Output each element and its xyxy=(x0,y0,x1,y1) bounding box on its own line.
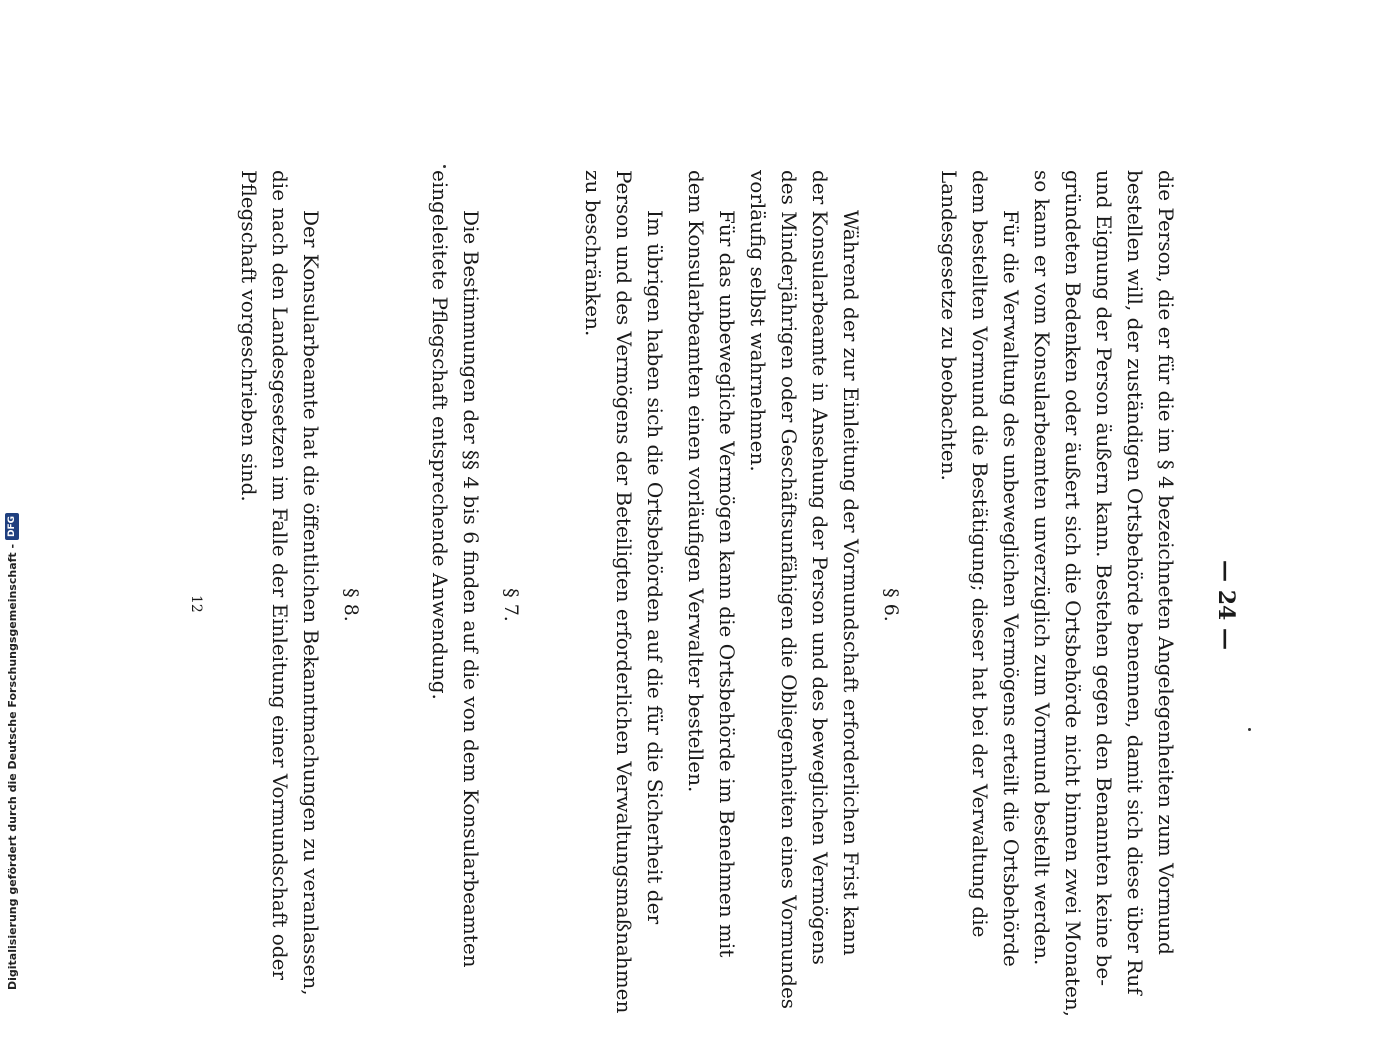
text-line: so kann er vom Konsularbeamten unverzüglich zum Vormund bestellt werden. xyxy=(1030,170,1054,966)
text-line: des Minderjährigen oder Geschäftsunfähigen die Obliegenheiten eines Vormundes xyxy=(777,170,801,1010)
section-heading-6: § 6. xyxy=(880,588,902,622)
text-line: Landesgesetze zu beobachten. xyxy=(937,170,961,481)
text-line: Im übrigen haben sich die Ortsbehörden auf die für die Sicherheit der xyxy=(643,210,667,925)
text-line: dem bestellten Vormund die Bestätigung; dieser hat bei der Verwaltung die xyxy=(968,170,992,938)
text-line: Pflegschaft vorgeschrieben sind. xyxy=(237,170,261,502)
rotated-page xyxy=(160,170,1240,1040)
scan-speck xyxy=(443,165,446,168)
credit-label: Digitalisierung gefördert durch die Deutsche Forschungsgemeinschaft - xyxy=(5,543,19,990)
digitization-credit-text xyxy=(2,515,22,990)
text-line: die nach den Landesgesetzen im Falle der Einleitung einer Vormundschaft oder xyxy=(268,170,292,980)
page-header: — 24 — xyxy=(1213,560,1239,650)
dfg-logo: DFG xyxy=(5,513,19,540)
text-line: Der Konsularbeamte hat die öffentlichen Bekanntmachungen zu veranlassen, xyxy=(299,210,323,996)
text-line: der Konsularbeamte in Ansehung der Person und des beweglichen Vermögens xyxy=(808,170,832,965)
section-heading-8: § 8. xyxy=(340,588,362,622)
text-line: eingeleitete Pflegschaft entsprechende Anwendung. xyxy=(428,170,452,700)
text-line: Person und des Vermögens der Beteiligten erforderlichen Verwaltungsmaßnahmen xyxy=(612,170,636,1014)
text-line: dem Konsularbeamten einen vorläufigen Verwalter bestellen. xyxy=(684,170,708,793)
page-content xyxy=(160,170,1240,1040)
text-line: Für die Verwaltung des unbeweglichen Vermögens erteilt die Ortsbehörde xyxy=(999,210,1023,967)
text-line: Für das unbewegliche Vermögen kann die Ortsbehörde im Benehmen mit xyxy=(715,210,739,958)
text-line: Während der zur Einleitung der Vormundschaft erforderlichen Frist kann xyxy=(839,210,863,956)
text-line: bestellen will, der zuständigen Ortsbehörde benennen, damit sich diese über Ruf xyxy=(1123,170,1147,995)
footer-page-number: 12 xyxy=(188,595,204,613)
text-line: die Person, die er für die im § 4 bezeichneten Angelegenheiten zum Vormund xyxy=(1154,170,1178,955)
text-line: gründeten Bedenken oder äußert sich die Ortsbehörde nicht binnen zwei Monaten, xyxy=(1061,170,1085,1018)
scan-speck xyxy=(1248,728,1251,731)
text-line: zu beschränken. xyxy=(581,170,605,337)
text-line: Die Bestimmungen der §§ 4 bis 6 finden auf die von dem Konsularbeamten xyxy=(459,210,483,968)
section-heading-7: § 7. xyxy=(500,588,522,622)
text-line: vorläufig selbst wahrnehmen. xyxy=(746,170,770,472)
text-line: und Eignung der Person äußern kann. Bestehen gegen den Benannten keine be- xyxy=(1092,170,1116,986)
